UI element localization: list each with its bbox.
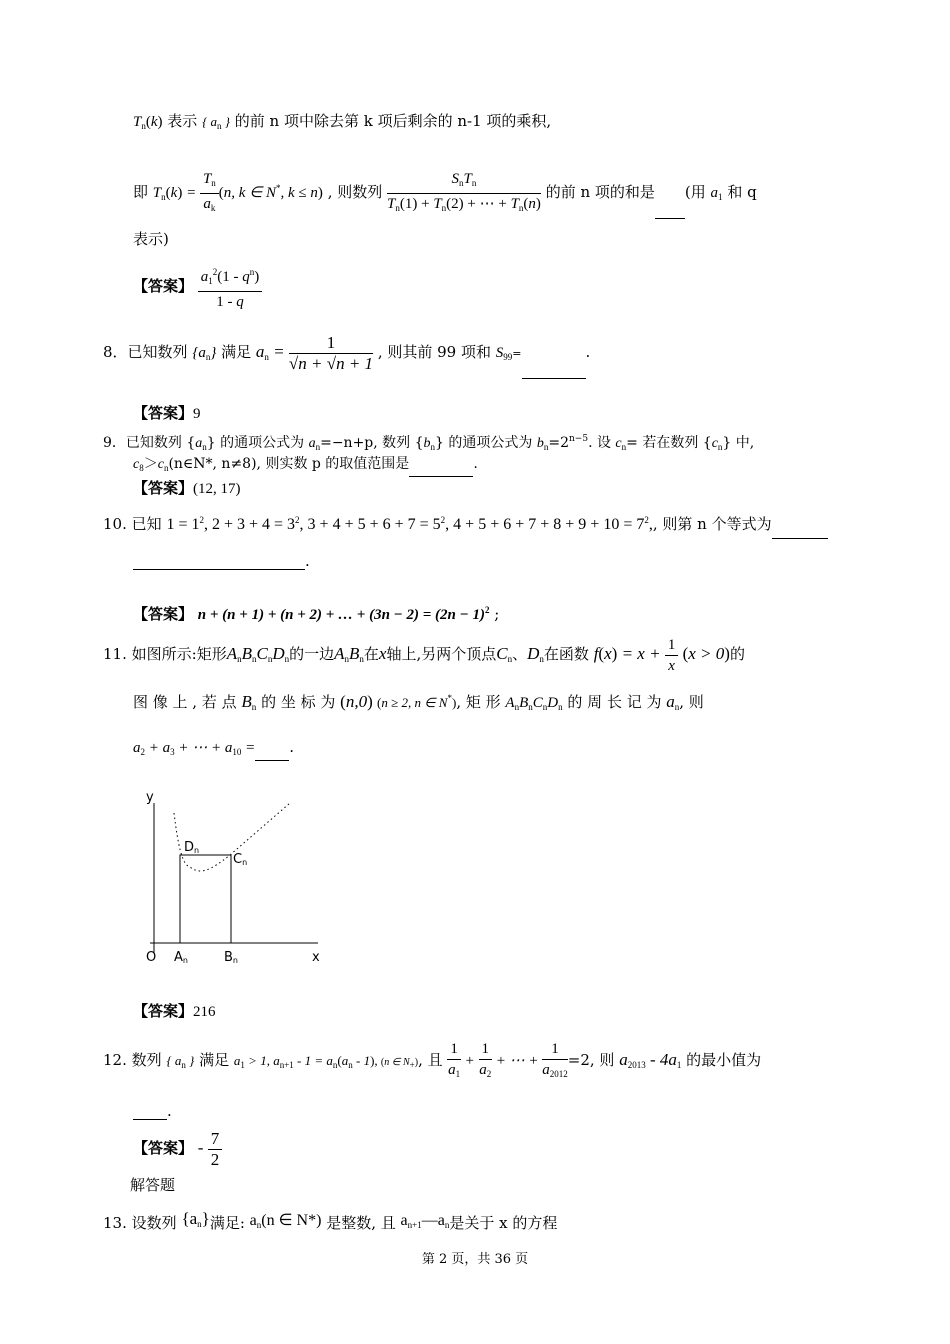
cn-label: Cn [233, 852, 248, 867]
formula-an-set: $\{a_n\}$ [192, 345, 217, 362]
formula-q12-sum: $\frac{1}{a_1}$ + $\frac{1}{a_2}$ + ⋯ + $\frac{1}{a_{2012}}$ [448, 1041, 568, 1080]
rectangle-abcd [180, 855, 231, 943]
section-heading [130, 1176, 175, 1194]
q12-line2: . [133, 1102, 172, 1120]
q8-answer [133, 404, 201, 423]
q9-text: =2 [548, 435, 569, 451]
p7-text: 和 q [727, 183, 757, 201]
q8-text: , 则其前 99 项和 [377, 343, 491, 361]
q10-text: , 则第 n 个等式为 [652, 515, 772, 533]
question-number: 10. [103, 515, 127, 533]
formula-cn: $C_n$ [496, 644, 513, 664]
q12-text: , 且 [418, 1051, 443, 1069]
origin-label: O [146, 950, 157, 965]
q9-line2: $c_8>c_n(n\in N*$, n≠8), 则实数 p 的取值范围是 . [133, 455, 478, 477]
p7-text: 的前 n 项中除去第 k 项后剩余的 n-1 项的乘积, [234, 112, 552, 130]
q11-text: 如图所示:矩形 [131, 645, 227, 663]
answer-label: 【答案】 [133, 404, 194, 422]
formula-cn: $c_n$ [615, 436, 627, 452]
q11-text: 轴上,另两个顶点 [386, 645, 497, 663]
q9-line1: 9．已知数列 $\{a_n\}$ 的通项公式为 $a_n=-n+p$, 数列 $\{b_n\}$ 的通项公式为 $b_n=2^{n-5}$. 设 $c_n=$ 若在数列 $\{c_n\}$ 中, [103, 434, 755, 452]
an-label: An [174, 950, 188, 965]
question-number: 8 [103, 343, 113, 361]
formula-an-set: $\{a_n\}$ [181, 1209, 210, 1229]
q8-text: ．已知数列 [112, 343, 188, 361]
formula-an: $a_n$ [195, 436, 207, 452]
q12-text: 的最小值为 [686, 1051, 762, 1069]
q11-text: 图 像 上 , 若 点 [133, 693, 237, 711]
answer-label: 【答案】 [133, 277, 194, 295]
formula-c8: $c_8$ [133, 457, 144, 473]
q10-text: 已知 [131, 515, 162, 533]
q11-text: 的一边 [289, 645, 335, 663]
p7-answer [133, 262, 262, 312]
answer-blank [522, 378, 586, 379]
answer-blank [772, 538, 828, 539]
answer-value: 216 [193, 1004, 216, 1020]
page-footer: 第 2 页，共 36 页 [421, 1252, 529, 1267]
answer-blank [133, 569, 305, 570]
x-axis-label: x [312, 950, 320, 965]
formula-bn-coord: (n,0) (n ≥ 2, n ∈ N*) [340, 692, 457, 711]
formula-rect: $A_nB_nC_nD_n$ [505, 695, 563, 712]
p7-text: 表示) [133, 230, 169, 248]
formula-q10-answer: n + (n + 1) + (n + 2) + … + $(3n - 2) = (2n - 1)^2$ [197, 605, 490, 623]
p7-text: 的前 n 项的和是 [545, 183, 655, 201]
p7-text: 即 [133, 183, 149, 201]
y-axis-label: y [146, 790, 154, 805]
formula-an-set: { $a_n$ } [166, 1053, 195, 1070]
q13-text: 是关于 x 的方程 [449, 1214, 558, 1232]
question-number: 11. [103, 645, 127, 663]
q10-line2: . [133, 552, 310, 570]
answer-label: 【答案】 [133, 1002, 194, 1020]
q9-text: ．已知数列 { [111, 435, 196, 451]
rectangle-figure [140, 785, 340, 975]
formula-q10-sums: $1 = 1^2$, $2 + 3 + 4 = 3^2$, $3 + 4 + 5 + 6 + 7 = 5^2$, $4 + 5 + 6 + 7 + 8 + 9 + 10 = 7^2$, [166, 515, 653, 533]
formula-an: $a_n$ [308, 436, 321, 452]
q13-text: 满足: [209, 1214, 245, 1232]
curve-fx [174, 803, 290, 871]
answer-blank [655, 218, 685, 219]
formula-rect: $A_nB_nC_nD_n$ [226, 644, 290, 664]
p7-text: (用 [684, 183, 706, 201]
q9-answer [133, 479, 241, 498]
q8-line: 8．已知数列 $\{a_n\}$ 满足 $a_n$ = $\frac{1}{√n + √n + 1}$ , 则其前 99 项和 $S_{99}=$ . [103, 330, 590, 379]
q9-text: = 若在数列 { [626, 435, 712, 451]
formula-anbn: $A_nB_n$ [334, 644, 364, 664]
question-number: 13. [103, 1214, 127, 1232]
formula-an-set: { $a_n$ } [202, 114, 230, 131]
p7-text: , 则数列 [327, 183, 383, 201]
formula-dn: $D_n$ [527, 644, 544, 664]
answer-blank [409, 476, 473, 477]
p7-line1 [133, 112, 551, 135]
q11-text: 、 [512, 645, 528, 663]
formula-fx: f(x) = x + $\frac{1}{x}$ (x > 0) [593, 636, 730, 674]
formula-a1: $a_1$ [710, 185, 723, 202]
formula-q11-sum: $a_2 + a_3$ + ⋯ + $a_{10}$ = [133, 740, 256, 757]
question-number: 12. [103, 1051, 127, 1069]
q11-text: 的 周 长 记 为 [567, 693, 662, 711]
formula-cn: $c_n$ [711, 436, 723, 452]
q11-line1 [103, 634, 745, 679]
answer-blank [133, 1119, 167, 1120]
q13-line [103, 1204, 557, 1240]
q12-text: =2, 则 [567, 1051, 615, 1069]
q11-line3: $a_2 + a_3$ + ⋯ + $a_{10}$ = . [133, 738, 294, 761]
q9-text: (n∈N*, n≠8), 则实数 p 的取值范围是 [168, 456, 410, 472]
formula-bn: $B_n$ [241, 692, 257, 712]
q9-text: . 设 [588, 435, 611, 451]
q9-text: } 的通项公式为 [206, 435, 305, 451]
formula-q8-an: $a_n$ = $\frac{1}{√n + √n + 1}$ [255, 332, 374, 373]
q10-answer: 【答案】 n + (n + 1) + (n + 2) + … + $(3n - 2) = (2n - 1)^2$ ; [133, 605, 500, 623]
formula-bn: $b_n$ [536, 436, 549, 452]
q13-text: 设数列 [131, 1214, 177, 1232]
q12-line1 [103, 1036, 761, 1089]
q12-text: 满足 [199, 1051, 230, 1069]
section-title: 解答题 [130, 1176, 176, 1194]
formula-q12-answer: - $\frac{7}{2}$ [198, 1138, 222, 1157]
formula-an-cond: $a_n(n$ ∈ N*) [249, 1212, 322, 1230]
answer-blank [255, 760, 289, 761]
formula-cn: $c_n$ [157, 457, 169, 473]
question-number: 9 [103, 435, 112, 451]
q9-text: ＞ [143, 456, 158, 472]
p7-text: 表示 [167, 112, 198, 130]
q9-text: } 中, [722, 435, 755, 451]
formula-x: x [378, 644, 387, 663]
answer-value: 9 [193, 406, 201, 422]
q9-text: =−n+p, 数列 { [320, 435, 424, 451]
q13-text: 是整数, 且 [326, 1214, 396, 1232]
bn-label: Bn [224, 950, 238, 965]
formula-tn-def: $T_n(k)$ = $\frac{T_n}{a_k}$ (n, k ∈ N*, k ≤ n) [152, 171, 323, 214]
formula-p7-answer: $\frac{a_1^2(1 - q^n)}{1 - q}$ [198, 262, 263, 312]
answer-value: (12, 17) [193, 481, 241, 497]
q8-text: = [512, 347, 522, 360]
formula-bn: $b_n$ [423, 436, 436, 452]
p7-line3 [133, 230, 169, 248]
q11-text: , 则 [679, 693, 704, 711]
formula-an: $a_n$ [666, 692, 680, 712]
p7-line2 [133, 166, 757, 219]
answer-label: 【答案】 [133, 1139, 194, 1157]
formula-q12-cond: $a_1 > 1$, $a_{n+1} - 1 = a_n(a_n - 1)$, (n ∈ N+) [233, 1053, 419, 1070]
q12-answer [133, 1126, 222, 1170]
q11-answer [133, 1002, 216, 1021]
q11-line2 [133, 682, 704, 723]
q11-text: 在 [363, 645, 379, 663]
formula-sn-tn-frac: $\frac{S_nT_n}{T_n(1) + T_n(2) + \cdots + T_n(n)}$ [387, 170, 541, 213]
q10-line1 [103, 506, 828, 539]
q8-text: 满足 [221, 343, 252, 361]
q11-text: 在函数 [543, 645, 589, 663]
formula-tn-k: $T_n(k)$ [133, 114, 163, 131]
q11-text: , 矩 形 [456, 693, 501, 711]
answer-label: 【答案】 [133, 479, 194, 497]
q11-text: 的 [729, 645, 745, 663]
dn-label: Dn [184, 840, 200, 855]
formula-s99: $S_{99}$ [495, 345, 513, 362]
q12-text: 数列 [131, 1051, 162, 1069]
formula-q12-expr: $a_{2013} - 4a_1$ [619, 1050, 682, 1070]
q11-text: 的 坐 标 为 [261, 693, 336, 711]
q9-text: } 的通项公式为 [435, 435, 533, 451]
answer-label: 【答案】 [133, 605, 194, 623]
formula-q13-diff: $a_{n+1}—a_n$ [400, 1212, 450, 1230]
